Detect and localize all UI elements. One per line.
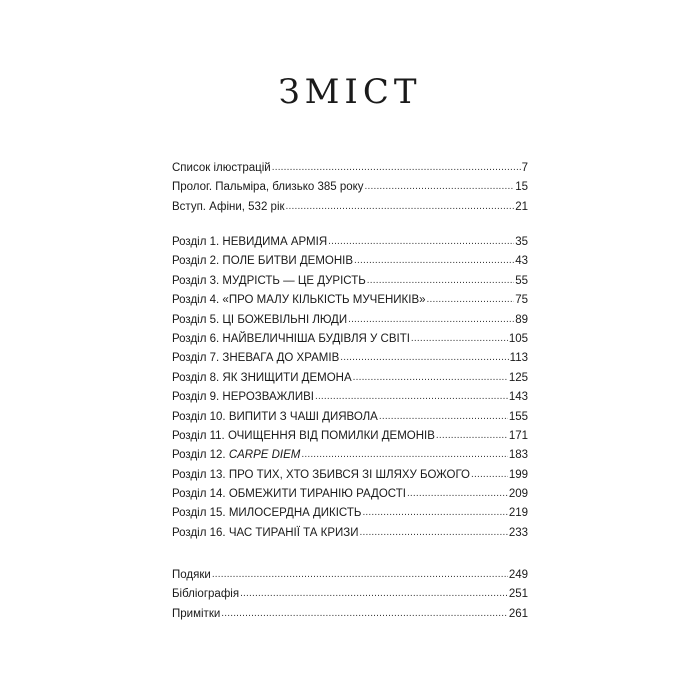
entry-label [172,466,470,485]
chapter-entry [172,504,528,523]
dot-leader [315,387,508,406]
chapter-entry [172,427,528,446]
entry-label [172,504,361,523]
chapter-entry [172,524,528,543]
dot-leader [348,310,514,329]
dot-leader [407,484,508,503]
page-number: 7 [521,162,528,174]
chapter-title: ВИПИТИ З ЧАШІ ДИЯВОЛА [228,410,378,423]
dot-leader [411,329,508,348]
page-number: 105 [508,332,528,345]
entry-label [172,524,359,543]
chapter-number: Розділ 2. [172,255,223,268]
dot-leader [362,503,507,522]
dot-leader [221,604,508,623]
chapter-number: Розділ 4. [172,294,223,307]
chapter-title: ПРО ТИХ, ХТО ЗБИВСЯ ЗІ ШЛЯХУ БОЖОГО [228,468,471,481]
entry-label [172,272,366,291]
dot-leader [353,368,508,387]
page-number: 261 [508,607,528,620]
page-number: 251 [508,588,528,601]
entry-label: Вступ. Афіни, 532 рік [172,200,285,213]
entry-label [172,408,378,427]
page-number: 21 [515,200,528,213]
chapter-number: Розділ 3. [172,274,223,287]
dot-leader [427,290,515,309]
dot-leader [365,177,515,196]
dot-leader [367,271,514,290]
entry-label [172,330,410,349]
page-number: 43 [515,255,528,268]
chapter-title: НЕРОЗВАЖЛИВІ [222,391,314,404]
chapter-number: Розділ 9. [172,391,223,404]
front-matter-entry [172,178,528,197]
entry-label: Примітки [172,607,221,620]
dot-leader [328,232,514,251]
page-number: 233 [508,526,528,539]
dot-leader [301,445,507,464]
chapter-title: НЕВИДИМА АРМІЯ [222,236,328,248]
chapter-entry [172,252,528,271]
page-number: 209 [508,488,528,501]
page-number: 199 [508,468,528,481]
chapter-entry [172,446,528,465]
back-matter-list [172,566,528,624]
entry-label [172,446,300,465]
chapter-title: ОБМЕЖИТИ ТИРАНІЮ РАДОСТІ [228,488,406,501]
chapter-number: Розділ 1. [172,236,223,248]
chapter-number: Розділ 11. [172,429,228,442]
chapter-entry [172,369,528,388]
chapter-title: МУДРІСТЬ — ЦЕ ДУРІСТЬ [222,274,366,287]
page-number: 35 [515,236,528,248]
chapter-entry [172,330,528,349]
front-matter-list [172,159,528,217]
back-matter-entry [172,605,528,624]
chapter-title: МИЛОСЕРДНА ДИКІСТЬ [228,507,362,520]
dot-leader [379,407,508,426]
chapter-number: Розділ 10. [172,410,229,423]
chapter-title: «ПРО МАЛУ КІЛЬКІСТЬ МУЧЕНИКІВ» [222,294,426,307]
entry-label [172,349,339,368]
entry-label: Бібліографія [172,588,240,601]
dot-leader [360,523,508,542]
entry-label [172,233,327,252]
chapter-title: ЦІ БОЖЕВІЛЬНІ ЛЮДИ [222,313,348,326]
page-number: 143 [508,391,528,404]
entry-label [172,485,406,504]
page-number: 171 [508,429,528,442]
dot-leader [286,197,515,216]
chapter-number: Розділ 5. [172,313,223,326]
chapter-entry [172,466,528,485]
chapter-number: Розділ 13. [172,468,229,481]
chapter-title: ЧАС ТИРАНІЇ ТА КРИЗИ [228,526,359,539]
page-number: 75 [515,294,528,307]
chapter-entry [172,408,528,427]
chapter-entry [172,485,528,504]
page-number: 89 [515,313,528,326]
page-number: 219 [508,507,528,520]
entry-label [172,291,426,310]
chapter-title: НАЙВЕЛИЧНІША БУДІВЛЯ У СВІТІ [222,332,410,345]
chapter-entry [172,291,528,310]
entry-label: Подяки [172,569,211,581]
back-matter-entry [172,566,528,585]
page-title: ЗМІСТ [278,72,422,112]
front-matter-entry [172,159,528,178]
chapter-entry [172,233,528,252]
front-matter-entry [172,198,528,217]
chapter-title: CARPE DIEM [228,449,301,462]
entry-label: Список ілюстрацій [172,162,271,174]
entry-label: Пролог. Пальміра, близько 385 року [172,181,364,194]
chapter-entry [172,311,528,330]
dot-leader [340,348,508,367]
chapter-number: Розділ 15. [172,507,229,520]
chapter-title: ПОЛЕ БИТВИ ДЕМОНІВ [222,255,354,268]
chapter-number: Розділ 8. [172,371,223,384]
chapter-number: Розділ 7. [172,352,223,365]
page-number: 155 [508,410,528,423]
page-number: 113 [509,352,528,365]
entry-label [172,388,314,407]
page-number: 15 [515,181,528,194]
chapter-number: Розділ 16. [172,526,229,539]
page-number: 55 [515,274,528,287]
page-number: 125 [508,371,528,384]
chapter-number: Розділ 12. [172,449,229,462]
chapter-entry [172,272,528,291]
entry-label [172,311,347,330]
dot-leader [272,158,521,177]
page-number: 249 [508,569,528,581]
chapter-entry [172,349,528,368]
dot-leader [240,584,508,603]
dot-leader [212,565,508,584]
chapters-list [172,233,528,543]
entry-label [172,252,353,271]
back-matter-entry [172,585,528,604]
entry-label [172,427,435,446]
entry-label [172,369,352,388]
page-number: 183 [508,449,528,462]
chapter-number: Розділ 6. [172,332,223,345]
chapter-entry [172,388,528,407]
chapter-title: ЯК ЗНИЩИТИ ДЕМОНА [222,371,352,384]
chapter-title: ОЧИЩЕННЯ ВІД ПОМИЛКИ ДЕМОНІВ [227,429,435,442]
chapter-title: ЗНЕВАГА ДО ХРАМІВ [222,352,340,365]
dot-leader [354,251,514,270]
chapter-number: Розділ 14. [172,488,229,501]
dot-leader [436,426,508,445]
dot-leader [471,465,508,484]
